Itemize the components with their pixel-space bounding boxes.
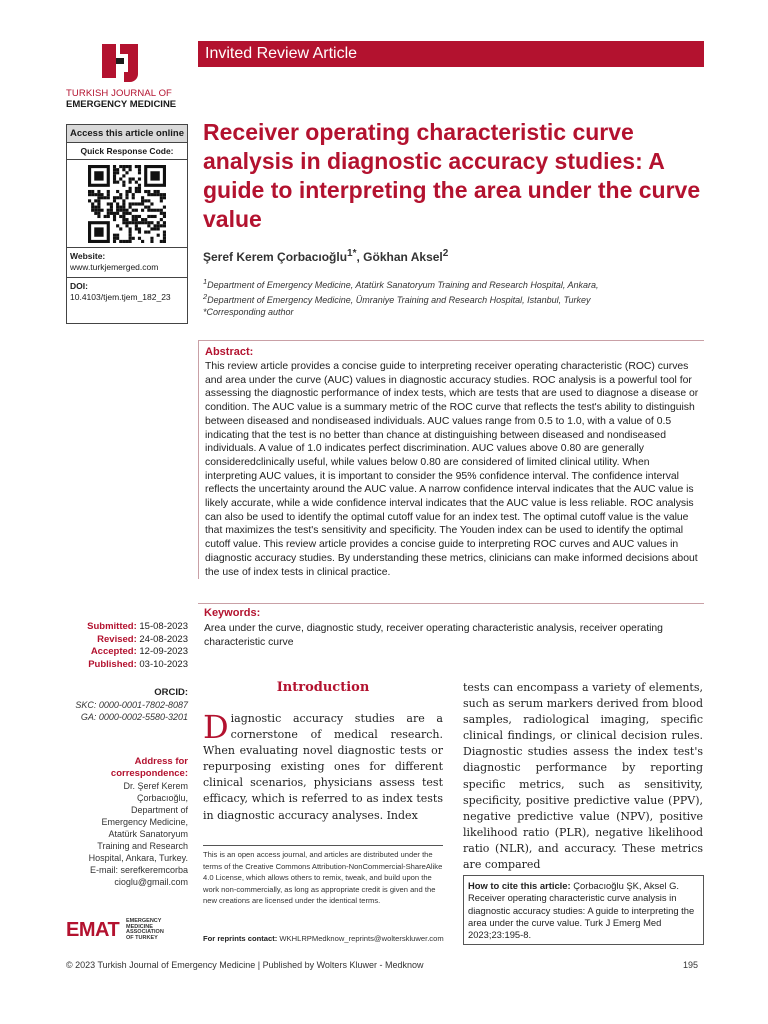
website-row [67, 248, 187, 278]
affiliation-1-text: Department of Emergency Medicine, Atatürk Sanatoryum Training and Research Hospital, Ankara, [207, 280, 599, 290]
doi-link[interactable]: 10.4103/tjem.tjem_182_23 [70, 292, 171, 303]
journal-name-line2: EMERGENCY MEDICINE [66, 99, 177, 110]
submitted-value: 15-08-2023 [139, 621, 188, 632]
revised-value: 24-08-2023 [139, 633, 188, 645]
emat-logo-text: EMAT [66, 919, 120, 941]
article-title: Receiver operating characteristic curve analysis in diagnostic accuracy studies: A guide to interpreting the area under the curve value [203, 119, 701, 232]
author-2-sup: 2 [442, 248, 449, 259]
author-separator: , [356, 250, 364, 264]
orcid-label: ORCID: [154, 687, 188, 698]
keywords-heading: Keywords: [204, 607, 261, 619]
submitted-label: Submitted: [87, 621, 137, 632]
accepted-label: Accepted: [90, 646, 137, 657]
emat-subtext-line: OF TURKEY [126, 934, 158, 941]
accepted-date [66, 646, 188, 659]
access-header: Access this article online [67, 125, 187, 143]
doi-row [67, 278, 187, 307]
address-label-line2: correspondence: [110, 768, 188, 779]
reprints-email[interactable]: WKHLRPMedknow_reprints@wolterskluwer.com [277, 934, 444, 943]
reprints-contact [203, 934, 443, 943]
emat-logo-subtext [126, 919, 164, 941]
qr-code-icon[interactable] [88, 165, 166, 243]
intro-column-2: tests can encompass a variety of elements, such as serum markers derived from blood samples, radiological imaging, specific clinical findings, or clinical decision rules. Diagnostic studies assess the index test's diagnostic performance by reporting specific metrics, such as sensitivity, specificity, positive predictive value (PPV), negative predictive value (NPV), positive likelihood ratio (PLR), negative likelihood ratio (NLR), and accuracy. These metrics are compared [463, 681, 703, 872]
abstract-text: This review article provides a concise guide to interpreting receiver operating characteristic (ROC) curves and area under the curve (AUC) values in diagnostic accuracy studies. ROC analysis is a powerful tool for assessing the diagnostic performance of index tests, which are tests that are used to diagnose a disease or condition. The AUC value is a summary metric of the ROC curve that reflects the test's ability to distinguish between diseased and nondiseased individuals. AUC values range from 0.5 to 1.0, with a value of 0.5 indicating that the test is no better than chance at distinguishing between diseased and nondiseased individuals. A value of 1.0 indicates perfect discrimination. AUC values above 0.80 are generally consideredclinically useful, while values below 0.80 are considered of limited clinical utility. When interpreting AUC values, it is important to consider the 95% confidence interval. The confidence interval reflects the uncertainty around the AUC value. A narrow confidence interval indicates that the AUC value is likely accurate, while a wide confidence interval indicates that the AUC value is less reliable. ROC analysis can also be used to identify the optimal cutoff value for an index test. The optimal cutoff value is the value that maximizes the test's sensitivity and specificity. The Youden index can be used to identify the optimal cutoff value. This review article provides a concise guide to interpreting ROC curves and AUC values in diagnostic accuracy studies. By understanding these metrics, clinicians can make informed decisions about the use of index tests in clinical practice. [205, 361, 699, 578]
author-list [203, 248, 448, 264]
published-label: Published: [88, 658, 137, 670]
address-email-line1[interactable]: E-mail: serefkeremcorba [89, 865, 188, 875]
orcid-block [66, 687, 188, 723]
affiliation-1-sup: 1 [203, 277, 208, 286]
journal-logo-icon [98, 40, 142, 86]
correspondence-address [66, 756, 188, 888]
emat-subtext-line: ASSOCIATION [126, 929, 164, 936]
affiliations [203, 276, 599, 318]
keywords-text: Area under the curve, diagnostic study, receiver operating characteristic analysis, receiver operating characteristic curve [204, 623, 663, 648]
journal-logo [66, 40, 186, 110]
address-line: Dr. Şeref Kerem [123, 781, 188, 791]
page-footer [66, 960, 704, 970]
address-line: Atatürk Sanatoryum [108, 829, 188, 839]
corresponding-note [203, 306, 599, 318]
affiliation-2-text: Department of Emergency Medicine, Ümraniye Training and Research Hospital, Istanbul, Turkey [207, 295, 591, 305]
intro-column-1 [203, 708, 443, 824]
address-line: Department of [130, 805, 188, 815]
author-1-sup: 1* [347, 248, 357, 259]
revised-date [66, 634, 188, 647]
page-number: 195 [682, 960, 698, 970]
address-line: Hospital, Ankara, Turkey. [88, 853, 188, 863]
access-online-box [66, 124, 188, 324]
keywords-section [198, 603, 704, 649]
reprints-label: For reprints contact: [203, 934, 278, 943]
address-line: Emergency Medicine, [101, 817, 188, 827]
address-line: Training and Research [97, 841, 188, 851]
address-label-line1: Address for [134, 756, 188, 767]
submitted-date [66, 621, 188, 634]
journal-name-line1: TURKISH JOURNAL OF [66, 88, 172, 99]
published-date [66, 659, 188, 672]
orcid-ga[interactable]: GA: 0000-0002-5580-3201 [80, 712, 188, 722]
cite-text: Çorbacıoğlu ŞK, Aksel G. Receiver operating characteristic curve analysis in diagnostic accuracy studies: A guide to interpreting the area under the curve value. Turk J Emerg Med 2023;23:195-8. [468, 880, 695, 941]
article-type-banner: Invited Review Article [198, 41, 704, 67]
published-value: 03-10-2023 [139, 658, 188, 670]
address-email-line2[interactable]: cioglu@gmail.com [114, 877, 188, 887]
website-link[interactable]: www.turkjemerged.com [70, 262, 159, 273]
footer-copyright: © 2023 Turkish Journal of Emergency Medicine | Published by Wolters Kluwer - Medknow [66, 960, 424, 970]
introduction-heading: Introduction [276, 680, 370, 695]
author-1[interactable]: Şeref Kerem Çorbacıoğlu [203, 250, 348, 264]
author-2[interactable]: Gökhan Aksel [363, 250, 443, 264]
corresponding-note-text: *Corresponding author [203, 307, 294, 317]
revised-label: Revised: [97, 633, 137, 645]
qr-code-container [67, 160, 187, 248]
accepted-value: 12-09-2023 [139, 646, 188, 657]
affiliation-2-sup: 2 [203, 292, 208, 301]
emat-subtext-line: MEDICINE [126, 923, 153, 930]
orcid-skc[interactable]: SKC: 0000-0001-7802-8087 [75, 700, 188, 710]
affiliation-2 [203, 291, 599, 306]
abstract-heading: Abstract: [205, 346, 254, 358]
address-line: Çorbacıoğlu, [136, 793, 188, 803]
doi-label: DOI: [70, 280, 88, 291]
how-to-cite-box [463, 875, 704, 945]
intro-column-1-text: iagnostic accuracy studies are a cornerstone of medical research. When evaluating novel diagnostic tests or repurposing existing ones for different clinical scenarios, physicians assess test efficacy, which is referred to as index tests in diagnostic accuracy analyses. Index [203, 712, 443, 822]
article-dates [66, 621, 188, 671]
website-label: Website: [70, 251, 106, 261]
abstract-section [198, 340, 704, 579]
qr-label: Quick Response Code: [67, 143, 187, 160]
emat-subtext-line: EMERGENCY [126, 918, 162, 924]
license-note: This is an open access journal, and articles are distributed under the terms of the Creative Commons Attribution-NonCommercial-ShareAlike 4.0 License, which allows others to remix, tweak, and build upon the work non-commercially, as long as appropriate credit is given and the new creations are licensed under the identical terms. [203, 845, 443, 907]
cite-label: How to cite this article: [468, 880, 571, 891]
drop-cap: D [203, 708, 229, 746]
affiliation-1 [203, 276, 599, 291]
emat-logo [66, 917, 188, 943]
